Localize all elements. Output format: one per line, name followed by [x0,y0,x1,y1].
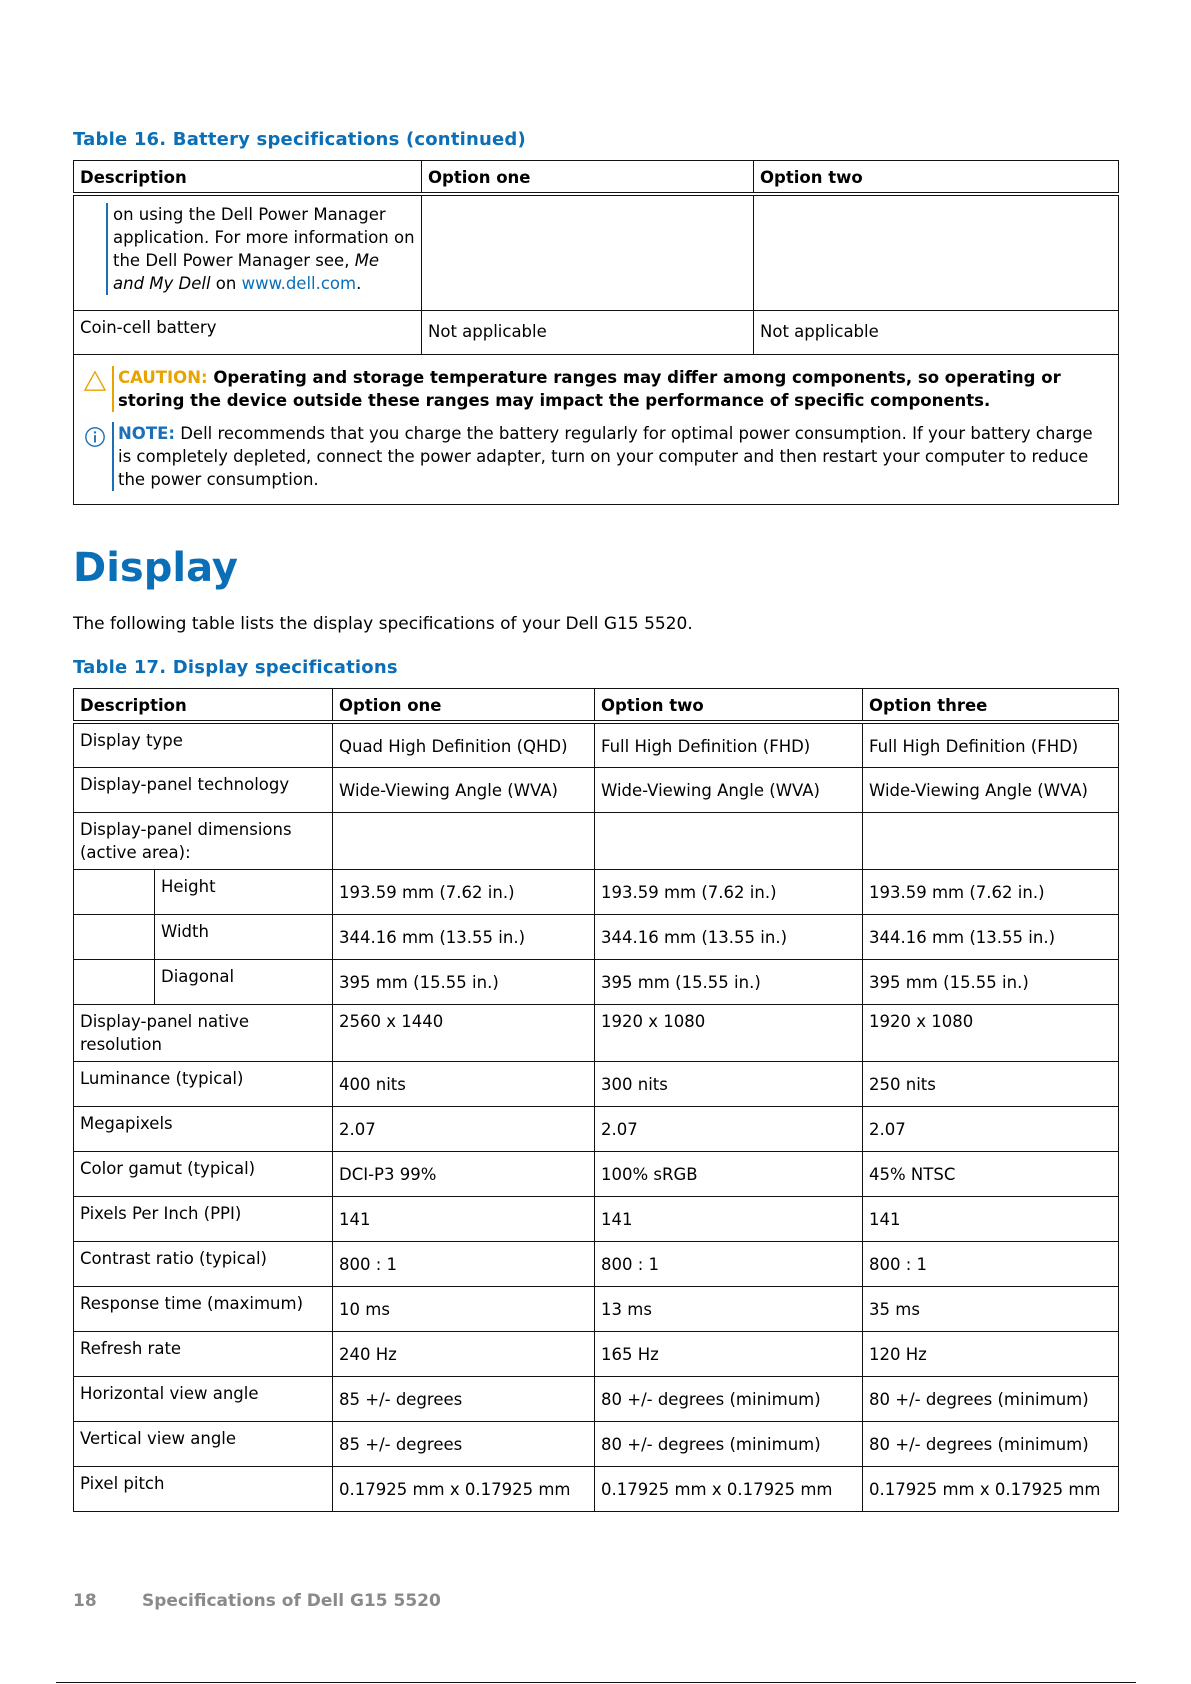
table-cell: 1920 x 1080 [595,1004,863,1061]
continued-text: on using the Dell Power Manager application. For more information on the Dell Power Manager see, Me and My Dell on www.dell.com. [106,203,415,295]
table-row [74,767,1119,812]
row-label: Pixels Per Inch (PPI) [74,1196,333,1241]
table-cell: Wide-Viewing Angle (WVA) [595,767,863,812]
row-label: Display type [74,722,333,767]
table-cell: 141 [595,1196,863,1241]
note-notice [82,422,1106,491]
table-cell: 395 mm (15.55 in.) [863,959,1119,1004]
note-label: NOTE: [118,423,175,443]
table-row [74,1376,1119,1421]
table-cell: 240 Hz [333,1331,595,1376]
row-label: Luminance (typical) [74,1061,333,1106]
column-header: Description [74,161,422,195]
table-row [74,812,1119,869]
table-row [74,722,1119,767]
table-cell: Wide-Viewing Angle (WVA) [333,767,595,812]
table-cell: 395 mm (15.55 in.) [333,959,595,1004]
row-sublabel: Width [155,914,333,959]
column-header: Option one [422,161,754,195]
caution-text: Operating and storage temperature ranges may differ among components, so operating or storing the device outside these ranges may impact the performance of specific components. [118,367,1061,410]
table-cell: 250 nits [863,1061,1119,1106]
row-label: Display-panel technology [74,767,333,812]
row-label: Pixel pitch [74,1466,333,1511]
table-cell: 193.59 mm (7.62 in.) [333,869,595,914]
table-row [74,310,1119,354]
table-cell: Full High Definition (FHD) [863,722,1119,767]
table-cell: 0.17925 mm x 0.17925 mm [333,1466,595,1511]
table-cell: 85 +/- degrees [333,1421,595,1466]
table-cell: 80 +/- degrees (minimum) [595,1376,863,1421]
table-cell: 800 : 1 [595,1241,863,1286]
footer-title: Specifications of Dell G15 5520 [142,1591,441,1611]
row-sublabel: Height [155,869,333,914]
table-cell: DCI-P3 99% [333,1151,595,1196]
column-header: Option one [333,689,595,723]
table-cell: 45% NTSC [863,1151,1119,1196]
row-sublabel: Diagonal [155,959,333,1004]
note-text: Dell recommends that you charge the battery regularly for optimal power consumption. If your battery charge is completely depleted, connect the power adapter, turn on your computer and then restart your computer to reduce the power consumption. [118,423,1093,489]
row-label: Coin-cell battery [74,310,422,354]
row-label: Display-panel dimensions (active area): [74,812,333,869]
table-cell: 2.07 [333,1106,595,1151]
row-label: Vertical view angle [74,1421,333,1466]
indent-cell [74,869,155,914]
table-header-row [74,161,1119,195]
column-header: Option two [754,161,1119,195]
table-cell: 141 [863,1196,1119,1241]
column-header: Option three [863,689,1119,723]
table-row [74,1421,1119,1466]
table-cell: 300 nits [595,1061,863,1106]
column-header: Option two [595,689,863,723]
table-cell: 13 ms [595,1286,863,1331]
table-cell: 100% sRGB [595,1151,863,1196]
indent-cell [74,959,155,1004]
table-cell [863,812,1119,869]
table-cell: 120 Hz [863,1331,1119,1376]
table-row [74,1004,1119,1061]
row-label: Refresh rate [74,1331,333,1376]
row-label: Response time (maximum) [74,1286,333,1331]
table-cell: 2.07 [863,1106,1119,1151]
caution-notice [82,366,1106,412]
row-label: Megapixels [74,1106,333,1151]
table17-caption: Table 17. Display specifications [73,657,398,678]
table-cell: 1920 x 1080 [863,1004,1119,1061]
table-row [74,1196,1119,1241]
indent-cell [74,914,155,959]
table-cell: 800 : 1 [333,1241,595,1286]
column-header: Description [74,689,333,723]
table-row [74,1106,1119,1151]
table-cell: 344.16 mm (13.55 in.) [595,914,863,959]
table16-caption: Table 16. Battery specifications (continued) [73,129,526,150]
table-row [74,959,1119,1004]
table-cell [422,194,754,310]
table-cell: 80 +/- degrees (minimum) [595,1421,863,1466]
table-cell: 85 +/- degrees [333,1376,595,1421]
table-cell: 35 ms [863,1286,1119,1331]
table-cell: 0.17925 mm x 0.17925 mm [595,1466,863,1511]
table-cell: 344.16 mm (13.55 in.) [333,914,595,959]
row-label: Contrast ratio (typical) [74,1241,333,1286]
battery-spec-table [73,160,1119,505]
row-label: Display-panel native resolution [74,1004,333,1061]
caution-icon [84,370,106,392]
section-heading: Display [73,545,238,591]
table-cell: 80 +/- degrees (minimum) [863,1376,1119,1421]
table-cell: 10 ms [333,1286,595,1331]
table-cell: Quad High Definition (QHD) [333,722,595,767]
table-cell: 2560 x 1440 [333,1004,595,1061]
table-row [74,1151,1119,1196]
row-label: Color gamut (typical) [74,1151,333,1196]
continued-description [74,194,422,310]
table-cell: 395 mm (15.55 in.) [595,959,863,1004]
table-cell: 193.59 mm (7.62 in.) [863,869,1119,914]
section-intro: The following table lists the display specifications of your Dell G15 5520. [73,614,693,634]
table-cell: Wide-Viewing Angle (WVA) [863,767,1119,812]
table-row [74,1286,1119,1331]
table-cell: 2.07 [595,1106,863,1151]
table-cell: 800 : 1 [863,1241,1119,1286]
table-cell: 165 Hz [595,1331,863,1376]
dell-website-link[interactable]: www.dell.com [241,274,357,293]
table-row [74,194,1119,310]
table-cell: 400 nits [333,1061,595,1106]
table-row [74,914,1119,959]
caution-label: CAUTION: [118,367,208,387]
table-row [74,1331,1119,1376]
table-cell: Not applicable [754,310,1119,354]
table-cell: Not applicable [422,310,754,354]
table-cell: 344.16 mm (13.55 in.) [863,914,1119,959]
table-cell [754,194,1119,310]
table-header-row [74,689,1119,723]
row-label: Horizontal view angle [74,1376,333,1421]
table-row [74,354,1119,504]
table-cell: 0.17925 mm x 0.17925 mm [863,1466,1119,1511]
table-cell [595,812,863,869]
page-number: 18 [73,1591,97,1611]
table-row [74,869,1119,914]
notices-cell [74,354,1119,504]
table-cell: 193.59 mm (7.62 in.) [595,869,863,914]
table-cell: 141 [333,1196,595,1241]
table-cell: 80 +/- degrees (minimum) [863,1421,1119,1466]
display-table-body [74,722,1119,1511]
info-icon [84,426,106,448]
table-row [74,1061,1119,1106]
table-row [74,1241,1119,1286]
table-cell: Full High Definition (FHD) [595,722,863,767]
display-spec-table [73,688,1119,1512]
table-cell [333,812,595,869]
table-row [74,1466,1119,1511]
footer-rule [56,1682,1136,1683]
